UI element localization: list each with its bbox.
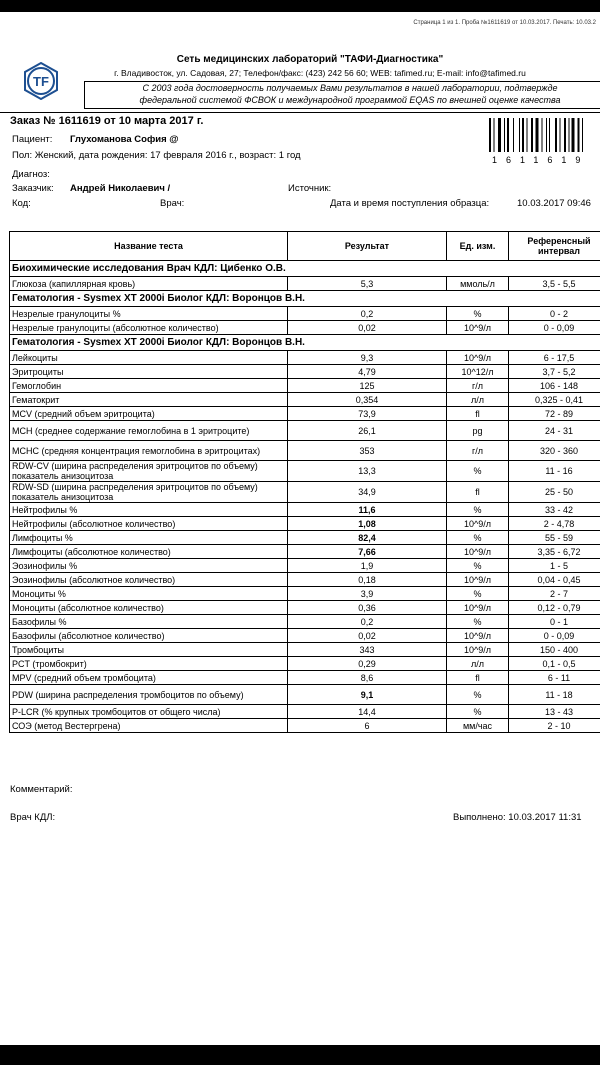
test-result: 73,9 — [288, 407, 447, 421]
test-unit: % — [447, 461, 509, 482]
test-name: P-LCR (% крупных тромбоцитов от общего числа) — [10, 705, 288, 719]
section-title: Гематология - Sysmex XT 2000i Биолог КДЛ: Воронцов В.Н. — [10, 291, 600, 307]
test-unit: 10^9/л — [447, 643, 509, 657]
test-reference: 55 - 59 — [509, 531, 600, 545]
test-unit: л/л — [447, 657, 509, 671]
test-result: 34,9 — [288, 482, 447, 503]
test-name: MCV (средний объем эритроцита) — [10, 407, 288, 421]
test-unit: pg — [447, 421, 509, 441]
lab-logo-icon — [22, 62, 60, 100]
test-reference: 2 - 7 — [509, 587, 600, 601]
test-unit: % — [447, 559, 509, 573]
table-row — [10, 531, 600, 545]
barcode-bar — [494, 118, 495, 152]
test-name: PCT (тромбокрит) — [10, 657, 288, 671]
test-name: Тромбоциты — [10, 643, 288, 657]
table-section-row — [10, 261, 600, 277]
test-name: Нейтрофилы % — [10, 503, 288, 517]
test-reference: 33 - 42 — [509, 503, 600, 517]
test-name: Незрелые гранулоциты % — [10, 307, 288, 321]
barcode-number: 1611619 — [492, 155, 590, 165]
test-result: 11,6 — [288, 503, 447, 517]
test-unit: г/л — [447, 441, 509, 461]
test-result: 0,29 — [288, 657, 447, 671]
test-unit: 10^9/л — [447, 351, 509, 365]
table-row — [10, 685, 600, 705]
table-row — [10, 629, 600, 643]
test-unit: % — [447, 307, 509, 321]
barcode-bar — [513, 118, 514, 152]
test-reference: 11 - 18 — [509, 685, 600, 705]
test-unit: % — [447, 705, 509, 719]
test-unit: ммоль/л — [447, 277, 509, 291]
table-row — [10, 559, 600, 573]
test-reference: 72 - 89 — [509, 407, 600, 421]
test-reference: 2 - 10 — [509, 719, 600, 733]
test-name: Эозинофилы (абсолютное количество) — [10, 573, 288, 587]
section-title: Биохимические исследования Врач КДЛ: Цибенко О.В. — [10, 261, 600, 277]
lab-address: г. Владивосток, ул. Садовая, 27; Телефон/факс: (423) 242 56 60; WEB: tafimed.ru; E-mail: info@tafimed.ru — [114, 68, 526, 78]
barcode-bar — [572, 118, 575, 152]
test-reference: 0,12 - 0,79 — [509, 601, 600, 615]
received-value: 10.03.2017 09:46 — [517, 198, 591, 209]
table-row — [10, 393, 600, 407]
table-row — [10, 461, 600, 482]
order-title: Заказ № 1611619 от 10 марта 2017 г. — [10, 115, 204, 127]
lab-report-page — [0, 12, 600, 1045]
test-result: 14,4 — [288, 705, 447, 719]
test-reference: 0 - 2 — [509, 307, 600, 321]
test-reference: 1 - 5 — [509, 559, 600, 573]
table-row — [10, 407, 600, 421]
results-table — [9, 231, 600, 733]
test-name: PDW (ширина распределения тромбоцитов по объему) — [10, 685, 288, 705]
test-name: RDW-CV (ширина распределения эритроцитов по объему) показатель анизоцитоза — [10, 461, 288, 482]
completed-label: Выполнено: — [453, 812, 506, 823]
test-name: Гематокрит — [10, 393, 288, 407]
quality-line-2: федеральной системой ФСВОК и международной программой EQAS по внешней оценке качества — [139, 95, 561, 105]
header-divider — [0, 112, 600, 113]
table-row — [10, 379, 600, 393]
col-header-reference: Референсный интервал — [509, 232, 600, 261]
test-name: Гемоглобин — [10, 379, 288, 393]
test-unit: 10^9/л — [447, 573, 509, 587]
test-unit: 10^9/л — [447, 321, 509, 335]
test-result: 0,2 — [288, 307, 447, 321]
test-unit: г/л — [447, 379, 509, 393]
col-header-unit: Ед. изм. — [447, 232, 509, 261]
test-name: Базофилы % — [10, 615, 288, 629]
test-reference: 0 - 0,09 — [509, 321, 600, 335]
table-row — [10, 277, 600, 291]
test-unit: мм/час — [447, 719, 509, 733]
test-name: Моноциты (абсолютное количество) — [10, 601, 288, 615]
test-reference: 3,7 - 5,2 — [509, 365, 600, 379]
test-unit: 10^9/л — [447, 629, 509, 643]
table-row — [10, 601, 600, 615]
test-unit: % — [447, 503, 509, 517]
completed-value: 10.03.2017 11:31 — [508, 812, 582, 823]
test-name: Лейкоциты — [10, 351, 288, 365]
barcode-bar — [498, 118, 501, 152]
test-result: 4,79 — [288, 365, 447, 379]
code-label: Код: — [12, 198, 31, 209]
table-row — [10, 365, 600, 379]
test-reference: 3,35 - 6,72 — [509, 545, 600, 559]
table-row — [10, 482, 600, 503]
test-reference: 6 - 17,5 — [509, 351, 600, 365]
table-row — [10, 351, 600, 365]
test-reference: 106 - 148 — [509, 379, 600, 393]
test-reference: 0,325 - 0,41 — [509, 393, 600, 407]
barcode-icon — [487, 116, 597, 160]
barcode-bar — [527, 118, 528, 152]
test-reference: 150 - 400 — [509, 643, 600, 657]
diagnosis-label: Диагноз: — [12, 169, 50, 180]
test-reference: 6 - 11 — [509, 671, 600, 685]
barcode-bar — [522, 118, 524, 152]
barcode-bar — [560, 118, 561, 152]
quality-line-1: С 2003 года достоверность получаемых Вами результатов в нашей лаборатории, подтвержде — [142, 83, 558, 93]
test-unit: 10^12/л — [447, 365, 509, 379]
test-name: Эозинофилы % — [10, 559, 288, 573]
test-unit: % — [447, 685, 509, 705]
barcode-bar — [564, 118, 566, 152]
test-result: 7,66 — [288, 545, 447, 559]
test-name: MCHC (средняя концентрация гемоглобина в эритроцитах) — [10, 441, 288, 461]
test-reference: 0,04 - 0,45 — [509, 573, 600, 587]
test-result: 9,3 — [288, 351, 447, 365]
table-row — [10, 615, 600, 629]
top-black-bar — [0, 0, 600, 12]
comment-label: Комментарий: — [10, 784, 73, 795]
table-row — [10, 719, 600, 733]
test-unit: fl — [447, 407, 509, 421]
test-result: 343 — [288, 643, 447, 657]
test-reference: 13 - 43 — [509, 705, 600, 719]
test-name: Нейтрофилы (абсолютное количество) — [10, 517, 288, 531]
test-name: Глюкоза (капиллярная кровь) — [10, 277, 288, 291]
lab-doctor-label: Врач КДЛ: — [10, 812, 56, 823]
test-reference: 0,1 - 0,5 — [509, 657, 600, 671]
test-reference: 0 - 0,09 — [509, 629, 600, 643]
table-row — [10, 573, 600, 587]
test-reference: 11 - 16 — [509, 461, 600, 482]
barcode-bar — [531, 118, 533, 152]
barcode-bar — [507, 118, 509, 152]
test-result: 0,02 — [288, 629, 447, 643]
test-unit: 10^9/л — [447, 601, 509, 615]
test-unit: fl — [447, 482, 509, 503]
test-result: 9,1 — [288, 685, 447, 705]
test-unit: fl — [447, 671, 509, 685]
patient-name: Глухоманова София @ — [70, 134, 179, 145]
test-result: 0,354 — [288, 393, 447, 407]
test-result: 0,2 — [288, 615, 447, 629]
barcode-bar — [546, 118, 547, 152]
lab-name: Сеть медицинских лабораторий "ТАФИ-Диагностика" — [176, 54, 444, 65]
table-row — [10, 657, 600, 671]
section-title: Гематология - Sysmex XT 2000i Биолог КДЛ: Воронцов В.Н. — [10, 335, 600, 351]
col-header-name: Название теста — [10, 232, 288, 261]
patient-label: Пациент: — [12, 134, 53, 145]
test-reference: 2 - 4,78 — [509, 517, 600, 531]
test-reference: 3,5 - 5,5 — [509, 277, 600, 291]
barcode-bar — [549, 118, 550, 152]
test-name: СОЭ (метод Вестергрена) — [10, 719, 288, 733]
barcode-bar — [582, 118, 583, 152]
table-row — [10, 441, 600, 461]
logo-text: TF — [33, 74, 49, 89]
test-result: 26,1 — [288, 421, 447, 441]
barcode-bar — [519, 118, 520, 152]
test-name: Лимфоциты % — [10, 531, 288, 545]
barcode-bar — [542, 118, 543, 152]
barcode-bar — [536, 118, 539, 152]
test-unit: % — [447, 587, 509, 601]
table-section-row — [10, 335, 600, 351]
barcode-bar — [555, 118, 557, 152]
test-reference: 320 - 360 — [509, 441, 600, 461]
table-header-row — [10, 232, 600, 261]
bottom-black-bar — [0, 1045, 600, 1065]
received-label: Дата и время поступления образца: — [330, 198, 490, 209]
source-label: Источник: — [288, 183, 332, 194]
completed-info — [453, 812, 582, 823]
barcode-bar — [578, 118, 580, 152]
test-reference: 0 - 1 — [509, 615, 600, 629]
test-result: 13,3 — [288, 461, 447, 482]
test-name: MCH (среднее содержание гемоглобина в 1 эритроците) — [10, 421, 288, 441]
test-result: 0,18 — [288, 573, 447, 587]
test-unit: % — [447, 615, 509, 629]
test-name: Эритроциты — [10, 365, 288, 379]
test-result: 82,4 — [288, 531, 447, 545]
test-result: 6 — [288, 719, 447, 733]
col-header-result: Результат — [288, 232, 447, 261]
barcode-bar — [569, 118, 570, 152]
test-name: RDW-SD (ширина распределения эритроцитов по объему) показатель анизоцитоза — [10, 482, 288, 503]
test-result: 5,3 — [288, 277, 447, 291]
test-result: 125 — [288, 379, 447, 393]
table-row — [10, 545, 600, 559]
test-result: 1,08 — [288, 517, 447, 531]
page-info: Страница 1 из 1. Проба №1611619 от 10.03.2017. Печать: 10.03.2 — [413, 20, 596, 26]
doctor-label: Врач: — [160, 198, 185, 209]
customer-name: Андрей Николаевич / — [70, 183, 171, 194]
test-unit: 10^9/л — [447, 545, 509, 559]
test-unit: % — [447, 531, 509, 545]
table-row — [10, 587, 600, 601]
test-result: 353 — [288, 441, 447, 461]
test-name: Незрелые гранулоциты (абсолютное количество) — [10, 321, 288, 335]
test-name: Базофилы (абсолютное количество) — [10, 629, 288, 643]
table-row — [10, 503, 600, 517]
test-reference: 24 - 31 — [509, 421, 600, 441]
table-row — [10, 517, 600, 531]
table-row — [10, 307, 600, 321]
table-row — [10, 643, 600, 657]
table-row — [10, 321, 600, 335]
quality-statement — [84, 81, 600, 109]
test-result: 8,6 — [288, 671, 447, 685]
customer-label: Заказчик: — [12, 183, 54, 194]
test-result: 3,9 — [288, 587, 447, 601]
patient-demographics: Пол: Женский, дата рождения: 17 февраля 2016 г., возраст: 1 год — [12, 150, 301, 161]
test-name: Моноциты % — [10, 587, 288, 601]
test-result: 0,36 — [288, 601, 447, 615]
test-name: Лимфоциты (абсолютное количество) — [10, 545, 288, 559]
barcode-bar — [504, 118, 505, 152]
test-name: MPV (средний объем тромбоцита) — [10, 671, 288, 685]
table-section-row — [10, 291, 600, 307]
test-result: 1,9 — [288, 559, 447, 573]
table-row — [10, 705, 600, 719]
test-unit: л/л — [447, 393, 509, 407]
test-unit: 10^9/л — [447, 517, 509, 531]
table-row — [10, 421, 600, 441]
test-reference: 25 - 50 — [509, 482, 600, 503]
table-row — [10, 671, 600, 685]
test-result: 0,02 — [288, 321, 447, 335]
barcode-bar — [489, 118, 491, 152]
